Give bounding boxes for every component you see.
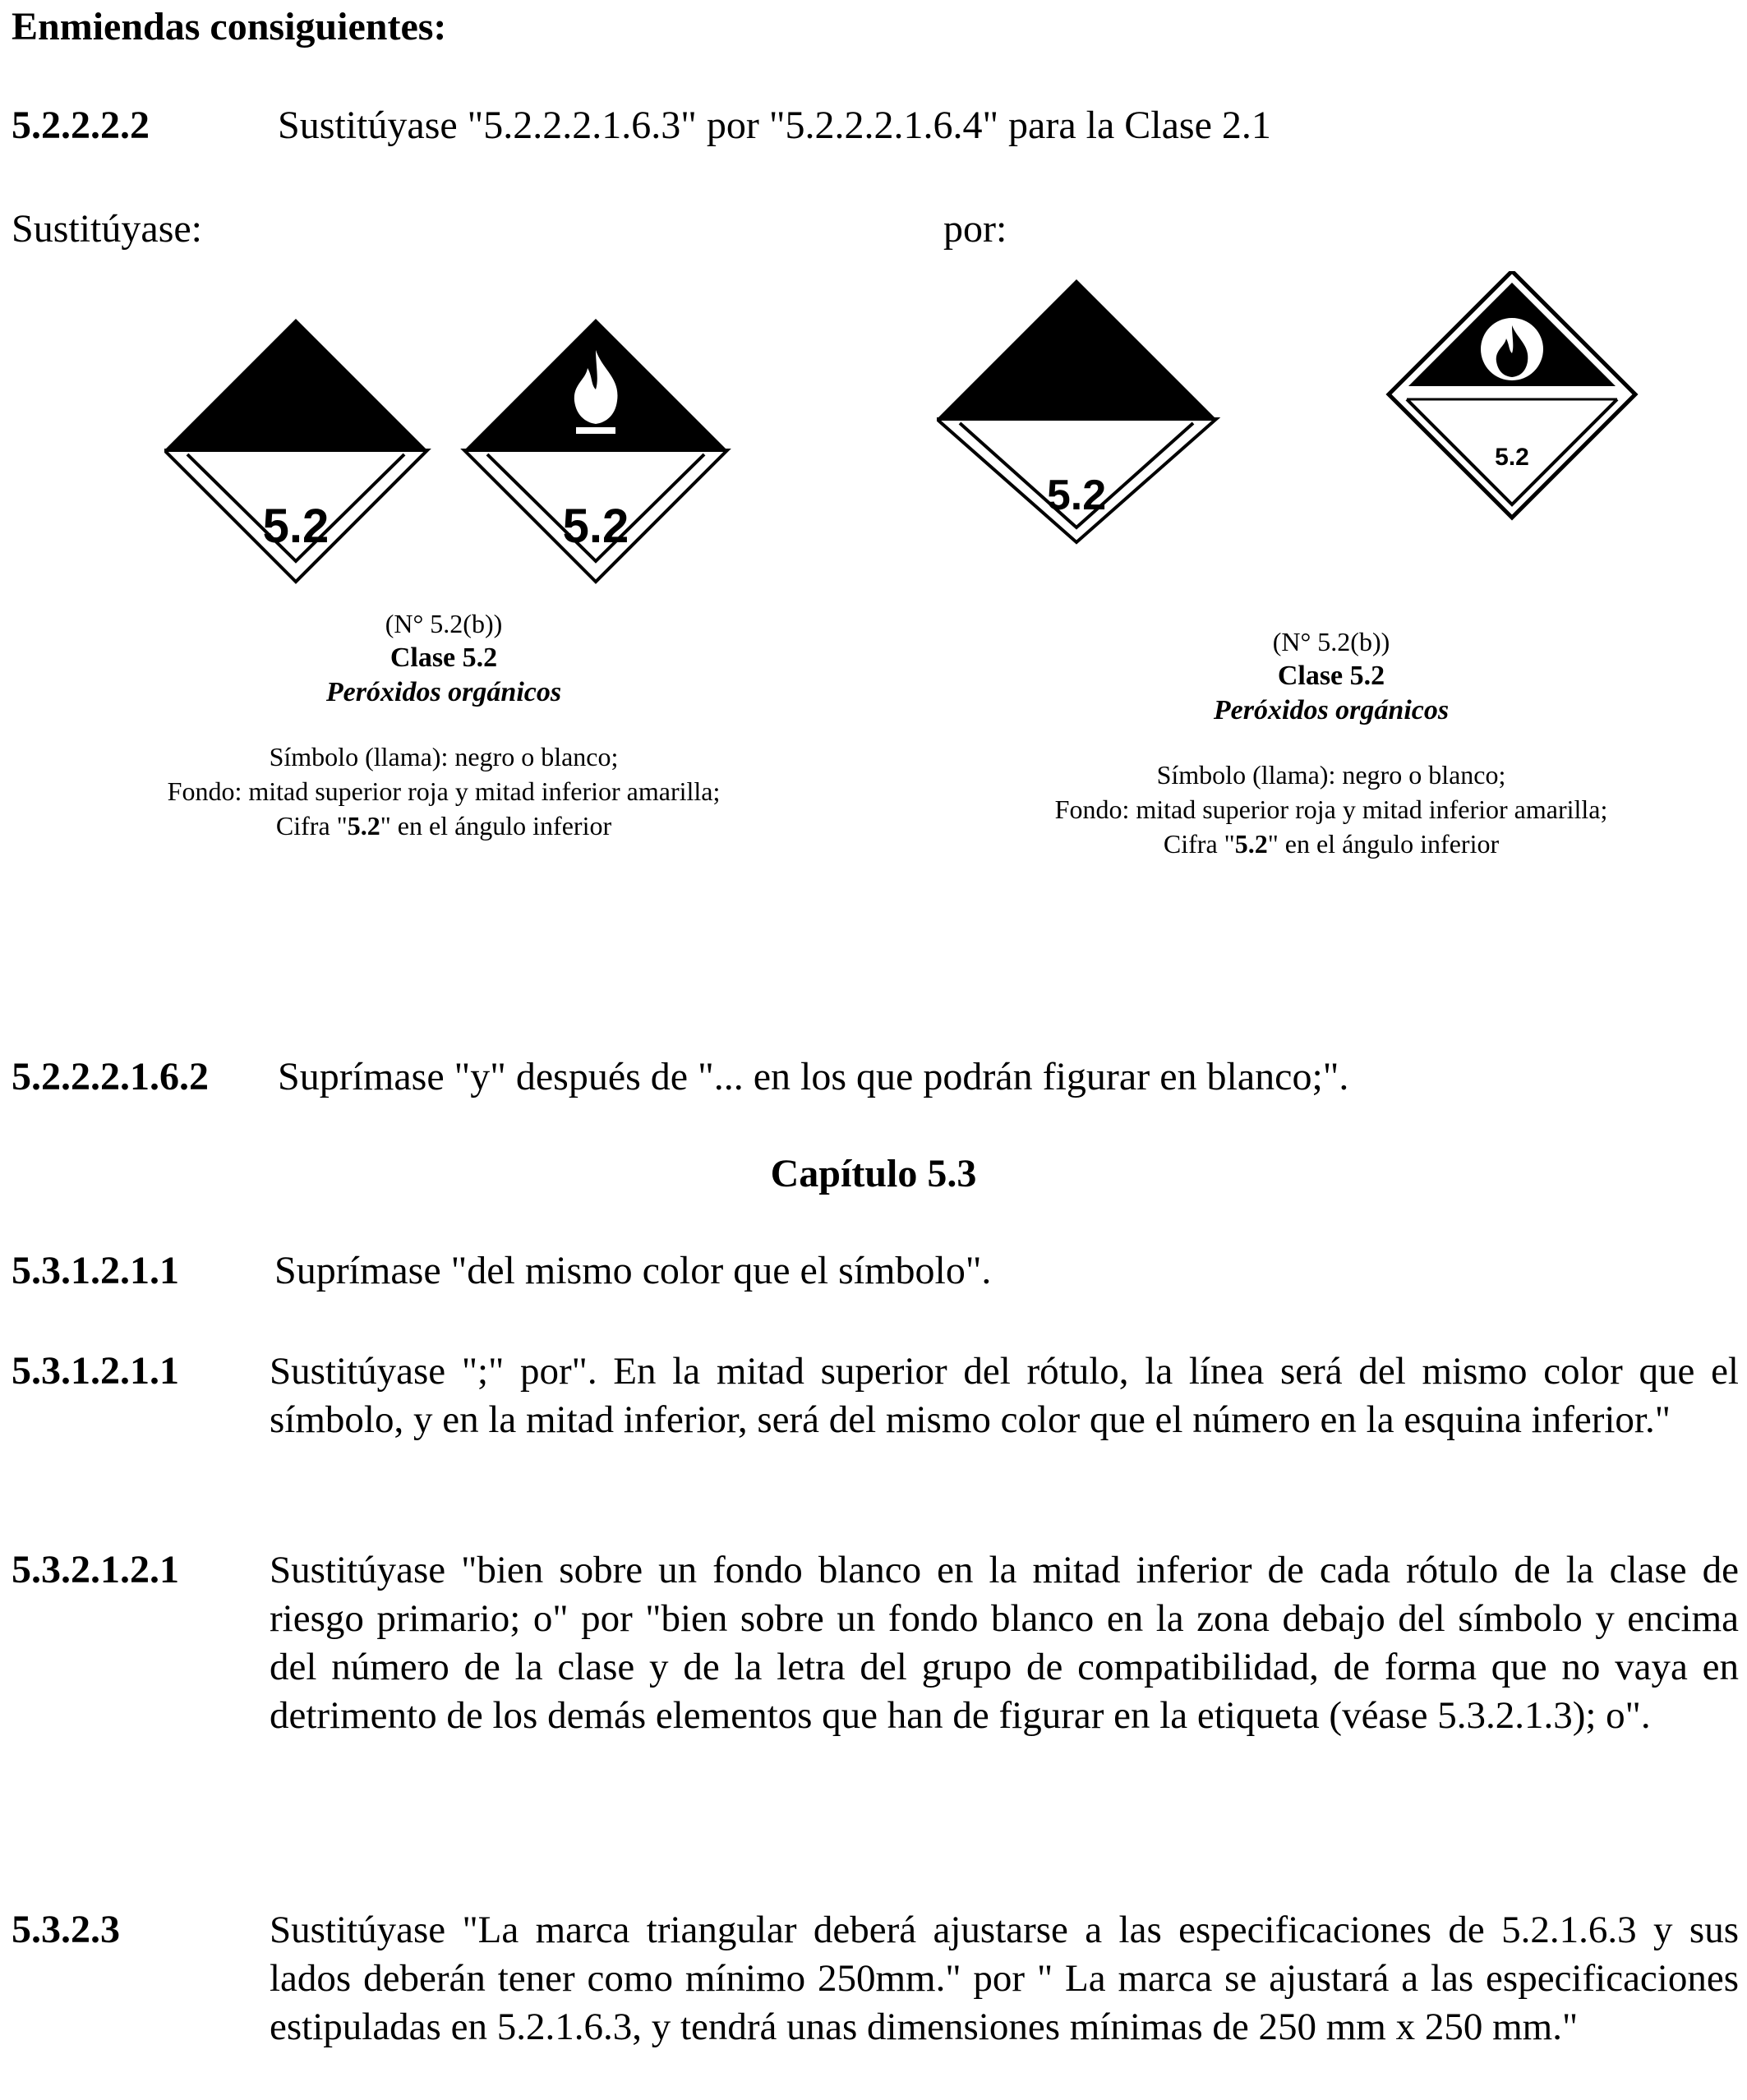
new-hazard-labels [937,271,1676,550]
label-name: Peróxidos orgánicos [1213,695,1450,725]
label-figure-line: Cifra "5.2" en el ángulo inferior [275,811,612,840]
hazard-diamond-flame-bordered [1389,271,1635,518]
chapter-title: Capítulo 5.3 [770,1152,977,1195]
label-code: (N° 5.2(b)) [385,609,503,638]
label-symbol-line: Símbolo (llama): negro o blanco; [269,742,619,771]
section-number: 5.2.2.2.1.6.2 [12,1055,209,1098]
diamond-number-text: 5.2 [1495,444,1529,471]
section-text: Suprímase "y" después de "... en los que podrán figurar en blanco;". [278,1055,1349,1098]
section-text: Sustitúyase "La marca triangular deberá ajustarse a las especificaciones de 5.2.1.6.3 y sus lados deberán tener como mínimo 250mm." por " La marca se ajustará a las especificaciones estipuladas en 5.2.1.6.3, y tendrá unas dimensiones mínimas de 250 mm x 250 mm." [270,1909,1739,2048]
hazard-diamond-plain [164,319,427,582]
flame-icon [1481,318,1543,380]
label-class: Clase 5.2 [390,642,498,673]
by-label: por: [943,207,1007,251]
diamond-number-text: 5.2 [262,500,330,553]
label-background-line: Fondo: mitad superior roja y mitad inferior amarilla; [167,776,721,806]
label-code: (N° 5.2(b)) [1272,627,1390,656]
section-number: 5.3.1.2.1.1 [12,1349,179,1393]
amendments-heading: Enmiendas consiguientes: [12,5,447,48]
section-number: 5.3.1.2.1.1 [12,1249,179,1292]
section-text: Sustitúyase "5.2.2.2.1.6.3" por "5.2.2.2.1.6.4" para la Clase 2.1 [278,104,1271,147]
hazard-diamond-plain [937,279,1216,542]
section-text: Suprímase "del mismo color que el símbolo". [274,1249,992,1292]
section-text: Sustitúyase "bien sobre un fondo blanco en la mitad inferior de cada rótulo de la clase de riesgo primario; o" por "bien sobre un fondo blanco en la zona debajo del símbolo y encima del número de la clase y de la letra del grupo de compatibilidad, de forma que no vaya en detrimento de los demás elementos que han de figurar en la etiqueta (véase 5.3.2.1.3); o". [270,1549,1739,1737]
replace-label: Sustitúyase: [12,207,203,251]
section-number: 5.3.2.3 [12,1908,120,1951]
section-number: 5.2.2.2.2 [12,104,150,147]
label-name: Peróxidos orgánicos [325,677,562,707]
section-number: 5.3.2.1.2.1 [12,1548,179,1591]
diamond-number-text: 5.2 [562,500,629,553]
diamond-number-text: 5.2 [1046,472,1107,519]
old-hazard-labels [164,311,740,590]
label-class: Clase 5.2 [1277,661,1385,691]
label-symbol-line: Símbolo (llama): negro o blanco; [1156,760,1506,790]
hazard-diamond-flame [464,319,727,582]
old-label-caption [49,606,838,843]
new-label-caption [920,624,1742,861]
label-background-line: Fondo: mitad superior roja y mitad inferior amarilla; [1054,794,1608,824]
label-figure-line: Cifra "5.2" en el ángulo inferior [1163,829,1500,859]
section-text: Sustitúyase ";" por". En la mitad superior del rótulo, la línea será del mismo color que el símbolo, y en la mitad inferior, será del mismo color que el número en la esquina inferior." [270,1350,1739,1441]
